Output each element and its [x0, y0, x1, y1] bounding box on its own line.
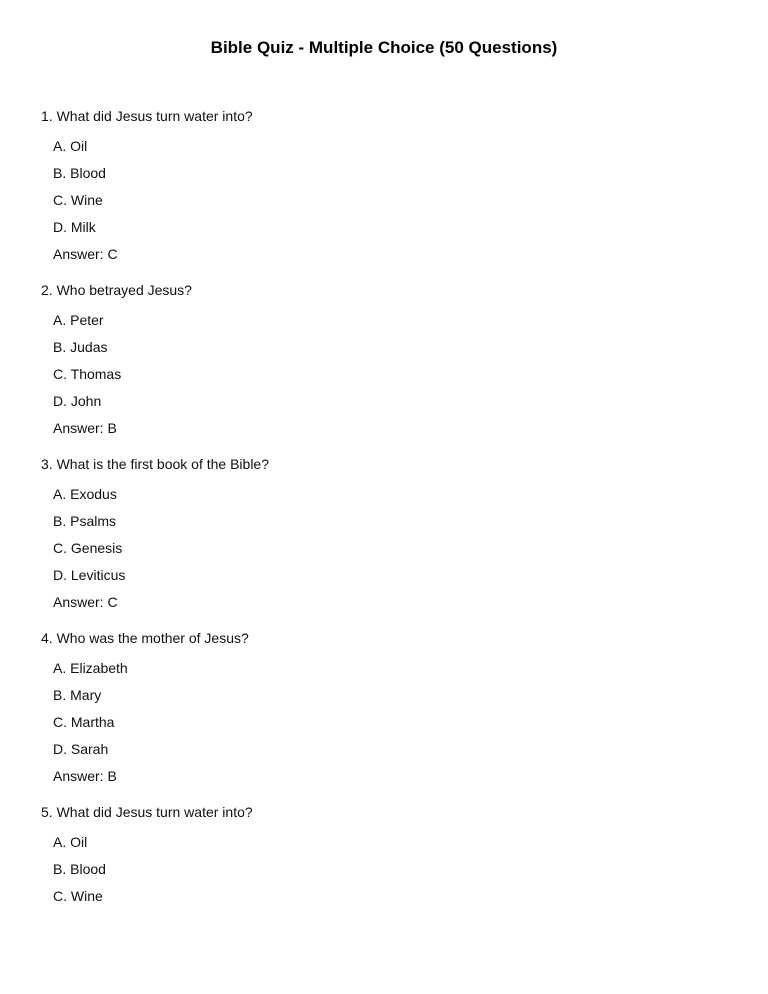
option: D. Leviticus: [53, 567, 126, 583]
question-list: [41, 107, 728, 977]
option: C. Thomas: [53, 366, 122, 382]
answer: Answer: B: [53, 768, 117, 784]
question-block: [41, 281, 728, 455]
option: A. Exodus: [53, 486, 117, 502]
option: D. John: [53, 393, 102, 409]
answer: Answer: C: [53, 594, 118, 610]
option: A. Oil: [53, 834, 88, 850]
answer: Answer: B: [53, 420, 117, 436]
option: C. Genesis: [53, 540, 123, 556]
question-block: [41, 107, 728, 281]
option: A. Oil: [53, 138, 88, 154]
option: B. Blood: [53, 861, 106, 877]
option: D. Sarah: [53, 741, 109, 757]
option: C. Wine: [53, 192, 103, 208]
option: B. Mary: [53, 687, 102, 703]
option: D. Milk: [53, 219, 96, 235]
answer: Answer: C: [53, 246, 118, 262]
question-block: [41, 455, 728, 629]
option: B. Blood: [53, 165, 106, 181]
question-text: 2. Who betrayed Jesus?: [41, 282, 192, 298]
question-text: 1. What did Jesus turn water into?: [41, 108, 253, 124]
question-block: [41, 629, 728, 803]
option: C. Wine: [53, 888, 103, 904]
question-text: 5. What did Jesus turn water into?: [41, 804, 253, 820]
option: A. Elizabeth: [53, 660, 128, 676]
document-title: Bible Quiz - Multiple Choice (50 Questions): [210, 38, 558, 57]
question-text: 3. What is the first book of the Bible?: [41, 456, 270, 472]
option: C. Martha: [53, 714, 115, 730]
question-text: 4. Who was the mother of Jesus?: [41, 630, 249, 646]
option: B. Psalms: [53, 513, 117, 529]
option: A. Peter: [53, 312, 104, 328]
question-block: [41, 803, 728, 977]
option: B. Judas: [53, 339, 108, 355]
